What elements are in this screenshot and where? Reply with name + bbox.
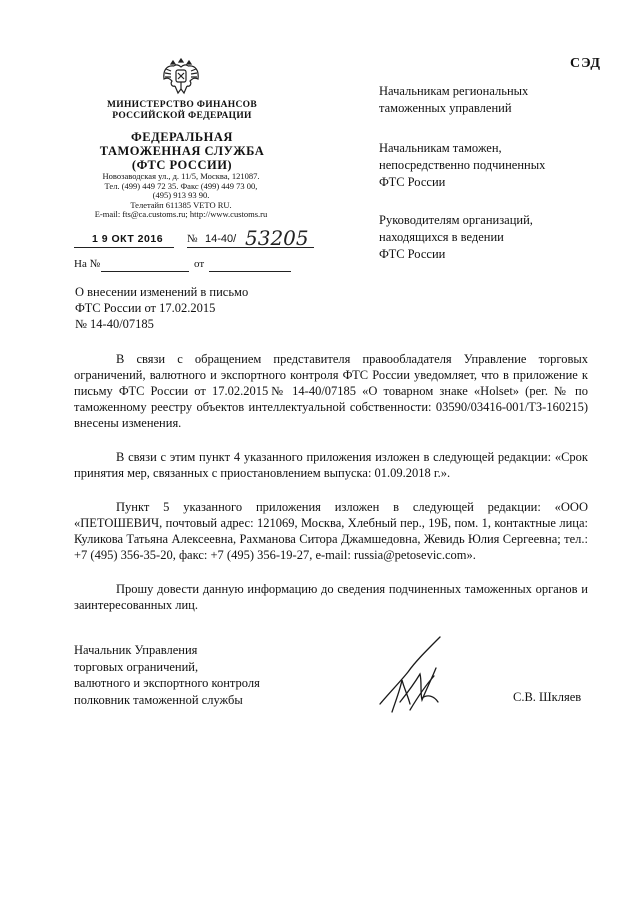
addressee-line: Руководителям организаций, bbox=[379, 213, 533, 227]
service-line: ТАМОЖЕННАЯ СЛУЖБА bbox=[99, 144, 265, 158]
addressee-3 bbox=[379, 212, 599, 263]
contact-line: E-mail: fts@ca.customs.ru; http://www.customs.ru bbox=[94, 209, 268, 220]
addressee-line: Начальникам региональных bbox=[379, 84, 529, 98]
addressee-line: непосредственно подчиненных bbox=[379, 158, 546, 172]
ministry-name bbox=[84, 100, 280, 122]
service-line: (ФТС РОССИИ) bbox=[131, 158, 233, 172]
addressee-line: ФТС России bbox=[379, 175, 446, 189]
addressee-line: таможенных управлений bbox=[379, 101, 512, 115]
reference-line bbox=[74, 258, 314, 276]
subject-line: № 14-40/07185 bbox=[75, 317, 154, 331]
number-prefix: 14-40/ bbox=[205, 233, 237, 245]
position-line: торговых ограничений, bbox=[74, 659, 199, 674]
signatory-position bbox=[74, 642, 334, 708]
body-paragraph-2 bbox=[74, 449, 588, 481]
addressee-2 bbox=[379, 140, 599, 191]
position-line: полковник таможенной службы bbox=[74, 692, 243, 707]
ot-label: от bbox=[194, 258, 205, 270]
ot-underline bbox=[209, 271, 291, 272]
date-underline bbox=[74, 247, 174, 248]
number-underline bbox=[187, 247, 314, 248]
contact-line: Телетайп 611385 VETO RU. bbox=[130, 199, 232, 210]
handwritten-signature bbox=[370, 622, 470, 722]
date-number-line bbox=[74, 226, 314, 251]
subject-line: ФТС России от 17.02.2015 bbox=[75, 301, 216, 315]
service-line: ФЕДЕРАЛЬНАЯ bbox=[131, 130, 233, 144]
paragraph-text: Пункт 5 указанного приложения изложен в следующей редакции: «ООО «ПЕТОШЕВИЧ, почтовый адрес: 121069, Москва, Хлебный пер., 19Б, пом. 1, контактные лица: Куликова Татьяна Алексеевна, Рахманова Ситора Джамшедовна, Жевидь Юлия Сергеевна; тел.: +7 (495) 356-35-20, факс: +7 (495) 356-19-27, e-mail: russia@petosevic.com». bbox=[74, 500, 588, 562]
ministry-line: РОССИЙСКОЙ ФЕДЕРАЦИИ bbox=[112, 111, 252, 121]
addressee-line: находящихся в ведении bbox=[379, 230, 504, 244]
body-paragraph-4 bbox=[74, 581, 588, 613]
paragraph-text: В связи с обращением представителя правообладателя Управление торговых ограничений, валютного и экспортного контроля ФТС России уведомляет, что в приложение к письму ФТС России от 17.02.2015№ 14-40/07185 «О товарном знаке «Holset» (рег. № по таможенному реестру объектов интеллектуальной собственности: 03590/03416-001/ТЗ-160215) внесены изменения. bbox=[74, 352, 588, 430]
addressee-line: Начальникам таможен, bbox=[379, 141, 502, 155]
service-name bbox=[84, 130, 280, 172]
russian-emblem-icon bbox=[160, 53, 202, 97]
number-label: № bbox=[187, 233, 198, 245]
contacts-block bbox=[68, 172, 294, 220]
subject-line: О внесении изменений в письмо bbox=[75, 285, 249, 299]
body-paragraph-3 bbox=[74, 499, 588, 563]
position-line: валютного и экспортного контроля bbox=[74, 676, 260, 690]
sed-stamp: СЭД bbox=[570, 56, 602, 71]
body-paragraph-1 bbox=[74, 351, 588, 431]
ministry-line: МИНИСТЕРСТВО ФИНАНСОВ bbox=[107, 100, 257, 110]
na-underline bbox=[101, 271, 189, 272]
addressee-line: ФТС России bbox=[379, 247, 446, 261]
signatory-name: С.В. Шкляев bbox=[513, 690, 582, 704]
paragraph-text: В связи с этим пункт 4 указанного приложения изложен в следующей редакции: «Срок принятия мер, связанных с приостановлением выпуска: 01.09.2018 г.». bbox=[74, 450, 588, 480]
letter-date: 1 9 ОКТ 2016 bbox=[92, 233, 164, 245]
contact-line: (495) 913 93 90. bbox=[152, 190, 210, 201]
contact-line: Новозаводская ул., д. 11/5, Москва, 121087. bbox=[102, 171, 260, 181]
letter-subject bbox=[75, 284, 315, 332]
na-label: На № bbox=[74, 258, 101, 270]
handwritten-number: 53205 bbox=[245, 226, 309, 250]
contact-line: Тел. (499) 449 72 35. Факс (499) 449 73 00, bbox=[104, 180, 258, 191]
position-line: Начальник Управления bbox=[74, 643, 198, 657]
paragraph-text: Прошу довести данную информацию до сведения подчиненных таможенных органов и заинтересованных лиц. bbox=[74, 582, 588, 612]
addressee-1 bbox=[379, 83, 599, 117]
